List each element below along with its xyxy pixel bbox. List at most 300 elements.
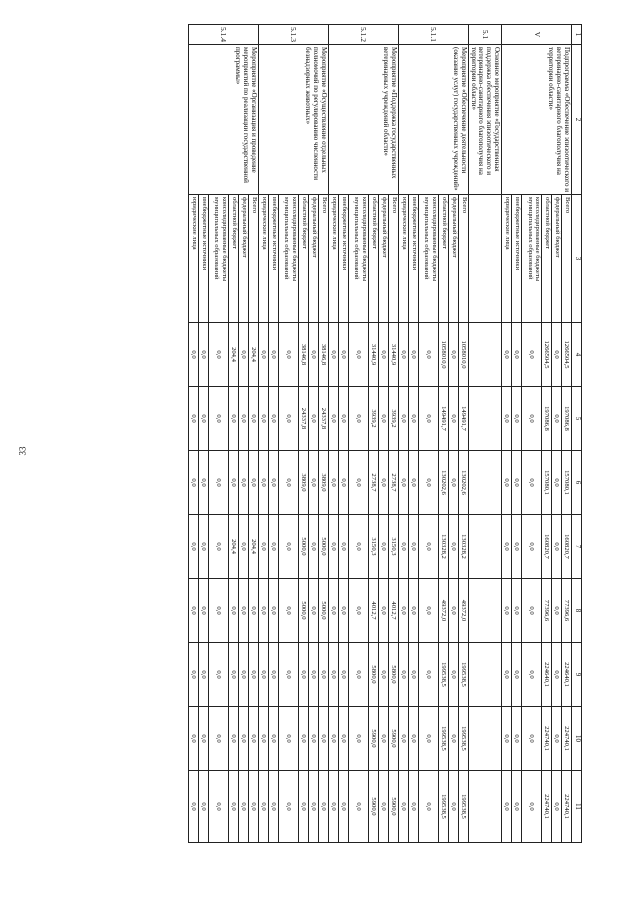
amount-cell: 0,0 (408, 323, 418, 387)
amount-cell: 0,0 (278, 771, 298, 843)
amount-cell: 0,0 (448, 579, 458, 643)
column-header: 5 (572, 387, 582, 451)
amount-cell: 0,0 (552, 707, 562, 771)
amount-cell: 0,0 (552, 451, 562, 515)
amount-cell: 204,4 (228, 323, 238, 387)
amount-cell (468, 451, 501, 515)
item-number: 5.1.1 (398, 25, 468, 45)
amount-cell: 4012,7 (388, 579, 398, 643)
amount-cell: 204,4 (248, 323, 258, 387)
amount-cell: 0,0 (398, 387, 408, 451)
amount-cell: 0,0 (258, 707, 268, 771)
item-name: Основное мероприятие «Государственная поддержка обеспечения эпизоотического и ветеринарно-санитарного благополучия на территории области» (468, 45, 501, 195)
amount-cell: 0,0 (278, 707, 298, 771)
amount-cell: 0,0 (208, 451, 228, 515)
amount-cell: 0,0 (338, 451, 348, 515)
amount-cell: 24337,8 (318, 387, 328, 451)
funding-source: федеральный бюджет (308, 195, 318, 323)
amount-cell: 5000,0 (298, 579, 308, 643)
amount-cell: 0,0 (502, 707, 512, 771)
amount-cell: 0,0 (278, 323, 298, 387)
amount-cell: 0,0 (308, 323, 318, 387)
amount-cell: 0,0 (248, 771, 258, 843)
funding-source: федеральный бюджет (238, 195, 248, 323)
amount-cell: 2738,7 (368, 451, 378, 515)
funding-source: внебюджетные источники (338, 195, 348, 323)
amount-cell: 0,0 (502, 451, 512, 515)
amount-cell (468, 707, 501, 771)
amount-cell: 0,0 (238, 515, 248, 579)
funding-source: Всего (318, 195, 328, 323)
amount-cell: 5900,0 (388, 771, 398, 843)
column-header: 6 (572, 451, 582, 515)
amount-cell: 0,0 (228, 643, 238, 707)
item-name: Мероприятие «Поддержка государственных ветеринарных учреждений области» (328, 45, 398, 195)
amount-cell: 0,0 (448, 707, 458, 771)
funding-source: областной бюджет (228, 195, 238, 323)
amount-cell: 0,0 (278, 451, 298, 515)
amount-cell: 0,0 (338, 707, 348, 771)
amount-cell: 0,0 (552, 771, 562, 843)
amount-cell: 0,0 (188, 387, 198, 451)
amount-cell: 0,0 (512, 515, 522, 579)
amount-cell: 0,0 (418, 579, 438, 643)
amount-cell: 0,0 (552, 515, 562, 579)
amount-cell: 199538,5 (458, 707, 468, 771)
page-number: 33 (17, 446, 28, 456)
amount-cell: 0,0 (248, 387, 258, 451)
amount-cell: 0,0 (188, 771, 198, 843)
amount-cell: 0,0 (522, 707, 542, 771)
item-number: V (502, 25, 572, 45)
amount-cell: 0,0 (378, 707, 388, 771)
amount-cell: 0,0 (328, 579, 338, 643)
table-row (388, 25, 398, 843)
amount-cell: 0,0 (418, 515, 438, 579)
column-header: 4 (572, 323, 582, 387)
amount-cell: 3150,3 (368, 515, 378, 579)
item-name: Подпрограмма «Обеспечение эпизоотического и ветеринарно-санитарного благополучия на территории области» (502, 45, 572, 195)
amount-cell: 0,0 (398, 515, 408, 579)
amount-cell: 0,0 (238, 771, 248, 843)
amount-cell: 5800,0 (368, 643, 378, 707)
amount-cell: 0,0 (308, 387, 318, 451)
amount-cell: 224640,1 (542, 643, 552, 707)
funding-source: внебюджетные источники (198, 195, 208, 323)
amount-cell: 130328,2 (438, 515, 448, 579)
amount-cell: 0,0 (208, 515, 228, 579)
amount-cell: 157080,1 (562, 451, 572, 515)
amount-cell: 0,0 (512, 579, 522, 643)
amount-cell: 0,0 (268, 515, 278, 579)
amount-cell: 204,4 (248, 515, 258, 579)
amount-cell: 0,0 (268, 579, 278, 643)
amount-cell: 224640,1 (562, 643, 572, 707)
funding-source: консолидированные бюджеты муниципальных образований (208, 195, 228, 323)
item-number: 5.1 (468, 25, 501, 45)
amount-cell: 0,0 (408, 451, 418, 515)
amount-cell: 224740,1 (542, 771, 552, 843)
amount-cell: 0,0 (188, 323, 198, 387)
amount-cell: 0,0 (238, 387, 248, 451)
amount-cell: 3809,0 (298, 451, 308, 515)
amount-cell: 0,0 (268, 387, 278, 451)
amount-cell: 224740,1 (542, 707, 552, 771)
amount-cell: 197086,8 (562, 387, 572, 451)
amount-cell: 0,0 (448, 323, 458, 387)
amount-cell: 0,0 (188, 579, 198, 643)
amount-cell: 130202,6 (458, 451, 468, 515)
amount-cell: 0,0 (258, 579, 268, 643)
amount-cell: 0,0 (298, 771, 308, 843)
amount-cell: 0,0 (378, 387, 388, 451)
amount-cell: 0,0 (338, 323, 348, 387)
funding-source: Всего (388, 195, 398, 323)
amount-cell: 31440,9 (388, 323, 398, 387)
amount-cell: 0,0 (552, 643, 562, 707)
amount-cell: 0,0 (208, 707, 228, 771)
funding-source: консолидированные бюджеты муниципальных образований (522, 195, 542, 323)
amount-cell: 0,0 (328, 323, 338, 387)
column-header: 2 (572, 45, 582, 195)
amount-cell: 0,0 (522, 643, 542, 707)
funding-source: федеральный бюджет (552, 195, 562, 323)
amount-cell: 0,0 (188, 707, 198, 771)
amount-cell: 0,0 (208, 387, 228, 451)
amount-cell: 0,0 (198, 707, 208, 771)
amount-cell: 0,0 (522, 387, 542, 451)
amount-cell: 149491,7 (458, 387, 468, 451)
funding-source: юридические лица (258, 195, 268, 323)
amount-cell: 0,0 (258, 515, 268, 579)
amount-cell: 3809,0 (318, 451, 328, 515)
amount-cell: 0,0 (398, 579, 408, 643)
column-header: 9 (572, 643, 582, 707)
amount-cell: 0,0 (348, 643, 368, 707)
amount-cell: 199538,5 (458, 771, 468, 843)
column-header: 1 (572, 25, 582, 45)
item-name: Мероприятие «Обеспечение деятельности (оказание услуг) государственных учреждений» (398, 45, 468, 195)
funding-source: консолидированные бюджеты муниципальных образований (278, 195, 298, 323)
amount-cell: 0,0 (248, 643, 258, 707)
amount-cell: 0,0 (522, 451, 542, 515)
amount-cell: 0,0 (408, 707, 418, 771)
amount-cell: 0,0 (338, 771, 348, 843)
amount-cell: 0,0 (188, 515, 198, 579)
amount-cell: 0,0 (238, 707, 248, 771)
amount-cell: 0,0 (378, 579, 388, 643)
column-header: 3 (572, 195, 582, 323)
amount-cell: 0,0 (268, 323, 278, 387)
funding-source: областной бюджет (542, 195, 552, 323)
amount-cell: 0,0 (448, 643, 458, 707)
table-row (318, 25, 328, 843)
amount-cell: 0,0 (318, 643, 328, 707)
amount-cell: 0,0 (188, 643, 198, 707)
amount-cell: 38146,8 (318, 323, 328, 387)
amount-cell: 0,0 (408, 771, 418, 843)
amount-cell: 31440,9 (368, 323, 378, 387)
amount-cell: 0,0 (308, 451, 318, 515)
amount-cell: 0,0 (408, 515, 418, 579)
amount-cell: 0,0 (308, 707, 318, 771)
amount-cell: 0,0 (348, 323, 368, 387)
amount-cell: 0,0 (522, 771, 542, 843)
amount-cell: 0,0 (398, 323, 408, 387)
amount-cell: 0,0 (418, 387, 438, 451)
amount-cell: 0,0 (228, 771, 238, 843)
amount-cell: 0,0 (238, 643, 248, 707)
amount-cell: 0,0 (198, 579, 208, 643)
amount-cell: 1266504,5 (542, 323, 552, 387)
amount-cell: 0,0 (198, 515, 208, 579)
item-number: 5.1.4 (188, 25, 258, 45)
column-header: 8 (572, 579, 582, 643)
amount-cell: 0,0 (308, 771, 318, 843)
amount-cell: 0,0 (298, 707, 308, 771)
amount-cell: 0,0 (348, 771, 368, 843)
amount-cell: 130328,2 (458, 515, 468, 579)
amount-cell: 0,0 (502, 323, 512, 387)
amount-cell: 1266504,5 (562, 323, 572, 387)
amount-cell: 0,0 (512, 771, 522, 843)
funding-source: федеральный бюджет (378, 195, 388, 323)
amount-cell (468, 323, 501, 387)
funding-source: областной бюджет (298, 195, 308, 323)
amount-cell: 0,0 (258, 451, 268, 515)
funding-source: юридические лица (188, 195, 198, 323)
funding-source: внебюджетные источники (512, 195, 522, 323)
amount-cell: 0,0 (348, 579, 368, 643)
amount-cell: 5800,0 (388, 643, 398, 707)
amount-cell: 0,0 (398, 451, 408, 515)
amount-cell: 0,0 (398, 643, 408, 707)
header-row (572, 25, 582, 843)
amount-cell: 0,0 (248, 579, 258, 643)
amount-cell: 0,0 (552, 323, 562, 387)
amount-cell: 4012,7 (368, 579, 378, 643)
amount-cell: 0,0 (198, 387, 208, 451)
amount-cell: 0,0 (278, 515, 298, 579)
amount-cell: 5000,0 (318, 579, 328, 643)
amount-cell: 0,0 (418, 707, 438, 771)
amount-cell: 0,0 (198, 451, 208, 515)
amount-cell: 0,0 (328, 451, 338, 515)
amount-cell: 157080,1 (542, 451, 552, 515)
amount-cell: 0,0 (208, 579, 228, 643)
amount-cell: 0,0 (418, 643, 438, 707)
amount-cell: 160820,7 (562, 515, 572, 579)
funding-source (468, 195, 501, 323)
funding-source: юридические лица (398, 195, 408, 323)
amount-cell: 0,0 (348, 387, 368, 451)
amount-cell: 0,0 (278, 387, 298, 451)
amount-cell: 0,0 (308, 643, 318, 707)
funding-source: юридические лица (328, 195, 338, 323)
amount-cell: 0,0 (268, 643, 278, 707)
item-number: 5.1.2 (328, 25, 398, 45)
amount-cell: 160820,7 (542, 515, 552, 579)
amount-cell: 0,0 (418, 771, 438, 843)
amount-cell: 0,0 (258, 643, 268, 707)
amount-cell: 0,0 (268, 707, 278, 771)
amount-cell: 3939,2 (368, 387, 378, 451)
amount-cell: 0,0 (278, 643, 298, 707)
amount-cell: 0,0 (348, 451, 368, 515)
amount-cell: 0,0 (208, 323, 228, 387)
amount-cell: 0,0 (502, 771, 512, 843)
amount-cell: 0,0 (188, 451, 198, 515)
amount-cell: 0,0 (348, 707, 368, 771)
amount-cell: 0,0 (522, 323, 542, 387)
amount-cell: 0,0 (448, 515, 458, 579)
amount-cell (468, 515, 501, 579)
table-row (562, 25, 572, 843)
amount-cell: 0,0 (328, 387, 338, 451)
amount-cell: 0,0 (268, 451, 278, 515)
funding-source: областной бюджет (368, 195, 378, 323)
amount-cell: 0,0 (338, 579, 348, 643)
amount-cell: 204,4 (228, 515, 238, 579)
amount-cell: 0,0 (378, 515, 388, 579)
amount-cell: 0,0 (248, 451, 258, 515)
amount-cell: 0,0 (522, 579, 542, 643)
amount-cell: 0,0 (418, 451, 438, 515)
amount-cell: 0,0 (378, 771, 388, 843)
funding-source: федеральный бюджет (448, 195, 458, 323)
amount-cell: 0,0 (208, 643, 228, 707)
amount-cell: 0,0 (258, 387, 268, 451)
amount-cell: 0,0 (512, 451, 522, 515)
amount-cell: 5900,0 (368, 771, 378, 843)
amount-cell: 0,0 (502, 387, 512, 451)
amount-cell: 0,0 (398, 707, 408, 771)
amount-cell: 0,0 (502, 643, 512, 707)
amount-cell: 0,0 (308, 515, 318, 579)
column-header: 7 (572, 515, 582, 579)
amount-cell: 0,0 (502, 515, 512, 579)
funding-source: Всего (248, 195, 258, 323)
amount-cell: 224740,1 (562, 771, 572, 843)
amount-cell: 0,0 (338, 643, 348, 707)
amount-cell: 0,0 (318, 707, 328, 771)
amount-cell: 0,0 (408, 387, 418, 451)
amount-cell: 0,0 (448, 771, 458, 843)
funding-source: консолидированные бюджеты муниципальных образований (418, 195, 438, 323)
amount-cell: 3939,2 (388, 387, 398, 451)
amount-cell (468, 771, 501, 843)
amount-cell: 0,0 (278, 579, 298, 643)
amount-cell: 0,0 (258, 771, 268, 843)
amount-cell: 0,0 (308, 579, 318, 643)
amount-cell: 0,0 (552, 579, 562, 643)
amount-cell: 77396,6 (542, 579, 552, 643)
funding-source: внебюджетные источники (268, 195, 278, 323)
amount-cell: 24337,8 (298, 387, 308, 451)
amount-cell: 1058010,0 (458, 323, 468, 387)
amount-cell: 199538,5 (438, 707, 448, 771)
amount-cell: 0,0 (198, 643, 208, 707)
amount-cell: 224740,1 (562, 707, 572, 771)
amount-cell: 130202,6 (438, 451, 448, 515)
amount-cell: 0,0 (238, 451, 248, 515)
table-row (248, 25, 258, 843)
funding-source: внебюджетные источники (408, 195, 418, 323)
table-row (458, 25, 468, 843)
amount-cell: 0,0 (228, 387, 238, 451)
amount-cell (468, 579, 501, 643)
amount-cell: 199538,5 (438, 643, 448, 707)
amount-cell: 0,0 (318, 771, 328, 843)
amount-cell: 149491,7 (438, 387, 448, 451)
amount-cell: 0,0 (258, 323, 268, 387)
amount-cell: 0,0 (228, 451, 238, 515)
amount-cell: 0,0 (512, 323, 522, 387)
funding-source: Всего (458, 195, 468, 323)
amount-cell: 0,0 (298, 643, 308, 707)
table-row (468, 25, 501, 843)
amount-cell: 0,0 (338, 515, 348, 579)
amount-cell: 0,0 (268, 771, 278, 843)
item-name: Мероприятие «Организация и проведение мероприятий по реализации государственной программы» (188, 45, 258, 195)
amount-cell: 5000,0 (298, 515, 308, 579)
amount-cell: 0,0 (398, 771, 408, 843)
funding-table (188, 24, 582, 843)
item-number: 5.1.3 (258, 25, 328, 45)
amount-cell: 0,0 (248, 707, 258, 771)
amount-cell: 0,0 (328, 515, 338, 579)
amount-cell: 5900,0 (388, 707, 398, 771)
column-header: 10 (572, 707, 582, 771)
amount-cell: 0,0 (378, 643, 388, 707)
amount-cell: 0,0 (448, 451, 458, 515)
amount-cell: 0,0 (512, 643, 522, 707)
amount-cell: 0,0 (238, 323, 248, 387)
column-header: 11 (572, 771, 582, 843)
amount-cell: 0,0 (338, 387, 348, 451)
amount-cell: 77396,6 (562, 579, 572, 643)
amount-cell: 0,0 (408, 579, 418, 643)
amount-cell: 0,0 (378, 451, 388, 515)
amount-cell: 0,0 (198, 771, 208, 843)
amount-cell: 0,0 (228, 707, 238, 771)
amount-cell: 0,0 (512, 387, 522, 451)
amount-cell (468, 387, 501, 451)
funding-source: консолидированные бюджеты муниципальных образований (348, 195, 368, 323)
amount-cell (468, 643, 501, 707)
funding-source: юридические лица (502, 195, 512, 323)
amount-cell: 0,0 (552, 387, 562, 451)
amount-cell: 199538,5 (458, 643, 468, 707)
table-body (188, 25, 581, 843)
amount-cell: 0,0 (198, 323, 208, 387)
amount-cell: 5000,0 (318, 515, 328, 579)
amount-cell: 0,0 (328, 771, 338, 843)
amount-cell: 49372,0 (438, 579, 448, 643)
amount-cell: 0,0 (228, 579, 238, 643)
amount-cell: 0,0 (348, 515, 368, 579)
amount-cell: 0,0 (512, 707, 522, 771)
amount-cell: 0,0 (238, 579, 248, 643)
amount-cell: 197086,8 (542, 387, 552, 451)
item-name: Мероприятие «Осуществление отдельных полномочий по регулированию численности безнадзорных животных» (258, 45, 328, 195)
amount-cell: 0,0 (522, 515, 542, 579)
amount-cell: 38146,8 (298, 323, 308, 387)
amount-cell: 0,0 (502, 579, 512, 643)
amount-cell: 49372,0 (458, 579, 468, 643)
amount-cell: 199538,5 (438, 771, 448, 843)
amount-cell: 0,0 (328, 643, 338, 707)
